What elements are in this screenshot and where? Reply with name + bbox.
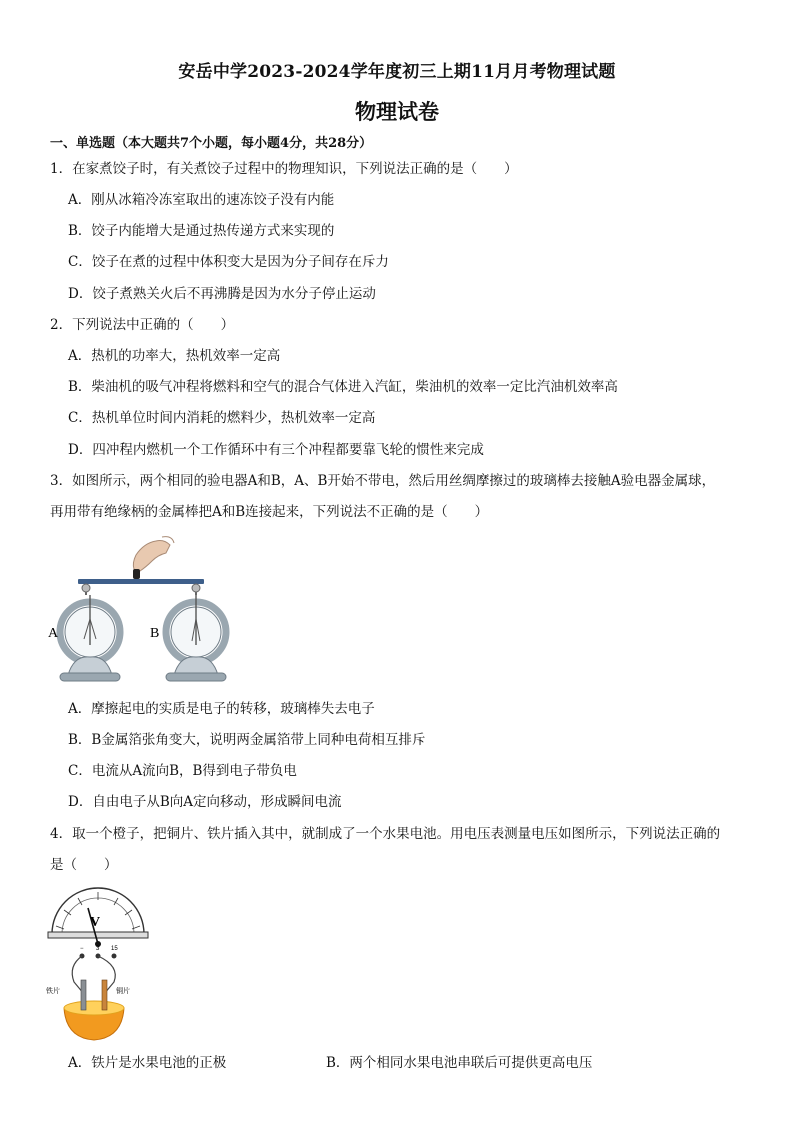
fruit-battery-figure <box>44 884 154 1044</box>
electroscope-b <box>166 584 226 681</box>
iron-label: 铁片 <box>46 987 60 995</box>
question-1-option-b: B．饺子内能增大是通过热传递方式来实现的 <box>68 223 335 239</box>
question-3-option-d: D．自由电子从B向A定向移动，形成瞬间电流 <box>68 794 342 810</box>
label-b: B <box>150 626 160 641</box>
question-3-option-b: B．B金属箔张角变大，说明两金属箔带上同种电荷相互排斥 <box>68 732 426 748</box>
question-4-stem-line-2: 是（ ） <box>50 857 118 873</box>
voltmeter-symbol: V <box>90 915 101 930</box>
exam-subtitle: 物理试卷 <box>355 99 439 124</box>
hand-illustration <box>133 537 174 579</box>
electroscope-a <box>60 584 120 681</box>
terminal-minus-label: − <box>80 946 84 952</box>
iron-plate <box>81 980 86 1010</box>
question-4-stem-line-1: 4．取一个橙子，把铜片、铁片插入其中，就制成了一个水果电池。用电压表测量电压如图所示，下列说法正确的 <box>50 826 721 842</box>
question-2-option-c: C．热机单位时间内消耗的燃料少，热机效率一定高 <box>68 410 376 426</box>
copper-plate <box>102 980 107 1010</box>
question-4-option-b: B．两个相同水果电池串联后可提供更高电压 <box>326 1055 593 1071</box>
terminal-15-label: 15 <box>111 946 118 952</box>
orange <box>64 980 124 1040</box>
question-2-option-d: D．四冲程内燃机一个工作循环中有三个冲程都要靠飞轮的惯性来完成 <box>68 442 484 458</box>
question-4-option-a: A．铁片是水果电池的正极 <box>68 1055 227 1071</box>
question-1-option-a: A．刚从冰箱冷冻室取出的速冻饺子没有内能 <box>68 192 335 208</box>
question-3-stem-line-1: 3．如图所示，两个相同的验电器A和B，A、B开始不带电，然后用丝绸摩擦过的玻璃棒去接触A验电器金属球， <box>50 473 716 489</box>
question-1-option-c: C．饺子在煮的过程中体积变大是因为分子间存在斥力 <box>68 254 389 270</box>
label-a: A <box>48 626 59 641</box>
terminal-3-label: 3 <box>96 946 100 952</box>
question-1-option-d: D．饺子煮熟关火后不再沸腾是因为水分子停止运动 <box>68 286 376 302</box>
terminal-15 <box>112 954 117 959</box>
question-1-stem: 1．在家煮饺子时，有关煮饺子过程中的物理知识，下列说法正确的是（ ） <box>50 161 518 177</box>
section-heading: 一、单选题（本大题共7个小题，每小题4分，共28分） <box>50 136 373 151</box>
question-3-stem-line-2: 再用带有绝缘柄的金属棒把A和B连接起来，下列说法不正确的是（ ） <box>50 504 489 520</box>
voltmeter <box>48 888 148 959</box>
question-2-stem: 2．下列说法中正确的（ ） <box>50 317 235 333</box>
electroscope-figure <box>44 535 234 685</box>
copper-label: 铜片 <box>116 987 130 995</box>
question-3-option-c: C．电流从A流向B，B得到电子带负电 <box>68 763 297 779</box>
question-2-option-b: B．柴油机的吸气冲程将燃料和空气的混合气体进入汽缸，柴油机的效率一定比汽油机效率高 <box>68 379 618 395</box>
question-2-option-a: A．热机的功率大，热机效率一定高 <box>68 348 281 364</box>
question-3-option-a: A．摩擦起电的实质是电子的转移，玻璃棒失去电子 <box>68 701 375 717</box>
exam-title: 安岳中学2023-2024学年度初三上期11月月考物理试题 <box>178 62 616 82</box>
metal-rod <box>78 579 204 584</box>
